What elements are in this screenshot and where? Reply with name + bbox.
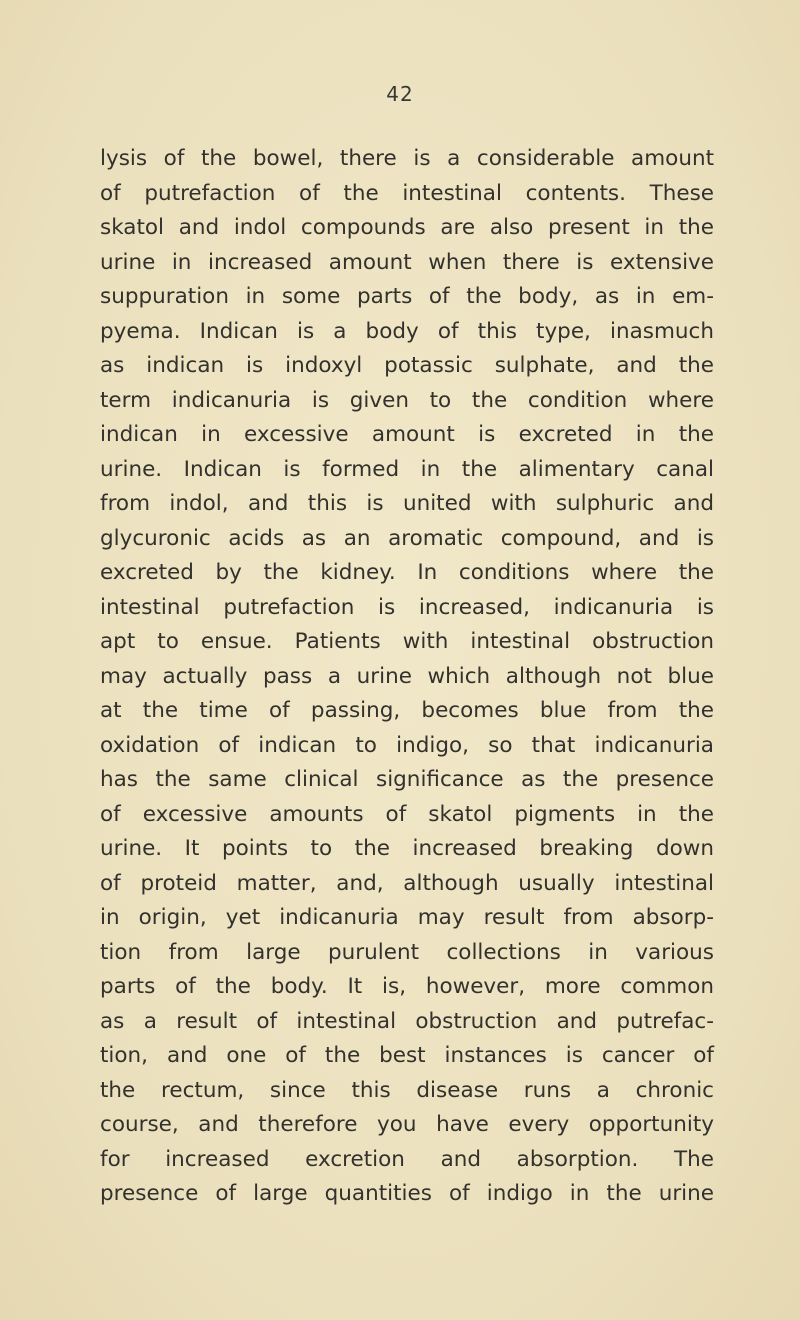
text-line: urine. Indican is formed in the alimentary canal <box>100 456 714 482</box>
text-line: may actually pass a urine which although not blue <box>100 663 714 689</box>
text-line: tion, and one of the best instances is cancer of <box>100 1043 714 1068</box>
text-line: as a result of intestinal obstruction and putrefac- <box>100 1008 714 1034</box>
text-line: urine. It points to the increased breaking down <box>100 836 714 861</box>
text-line: pyema. Indican is a body of this type, inasmuch <box>100 318 714 344</box>
text-line: suppuration in some parts of the body, as in em- <box>100 284 714 309</box>
text-line: parts of the body. It is, however, more common <box>100 974 714 999</box>
text-line: tion from large purulent collections in various <box>100 939 714 965</box>
text-line: term indicanuria is given to the condition where <box>100 387 714 413</box>
text-line: urine in increased amount when there is extensive <box>100 249 714 275</box>
text-line: at the time of passing, becomes blue from the <box>100 698 714 723</box>
text-line: for increased excretion and absorption. The <box>100 1146 714 1172</box>
text-line: of excessive amounts of skatol pigments in the <box>100 801 714 827</box>
text-line: intestinal putrefaction is increased, indicanuria is <box>100 594 714 620</box>
text-line: as indican is indoxyl potassic sulphate, and the <box>100 353 714 378</box>
text-line: of proteid matter, and, although usually intestinal <box>100 870 714 896</box>
text-line: indican in excessive amount is excreted in the <box>100 422 714 447</box>
text-line: apt to ensue. Patients with intestinal obstruction <box>100 629 714 654</box>
text-line: has the same clinical significance as the presence <box>100 767 714 792</box>
text-line: excreted by the kidney. In conditions where the <box>100 560 714 585</box>
text-line: lysis of the bowel, there is a considerable amount <box>100 146 714 171</box>
text-line: in origin, yet indicanuria may result from absorp- <box>100 905 714 930</box>
text-line: from indol, and this is united with sulphuric and <box>100 491 714 516</box>
text-line: oxidation of indican to indigo, so that indicanuria <box>100 732 714 758</box>
text-line: the rectum, since this disease runs a chronic <box>100 1077 714 1103</box>
text-line: glycuronic acids as an aromatic compound, and is <box>100 525 714 551</box>
text-line: presence of large quantities of indigo in the urine <box>100 1181 714 1206</box>
body-text <box>100 142 714 1212</box>
page-number: 42 <box>386 82 414 106</box>
text-line: course, and therefore you have every opportunity <box>100 1112 714 1137</box>
text-line: skatol and indol compounds are also present in the <box>100 215 714 240</box>
text-line: of putrefaction of the intestinal contents. These <box>100 180 714 206</box>
